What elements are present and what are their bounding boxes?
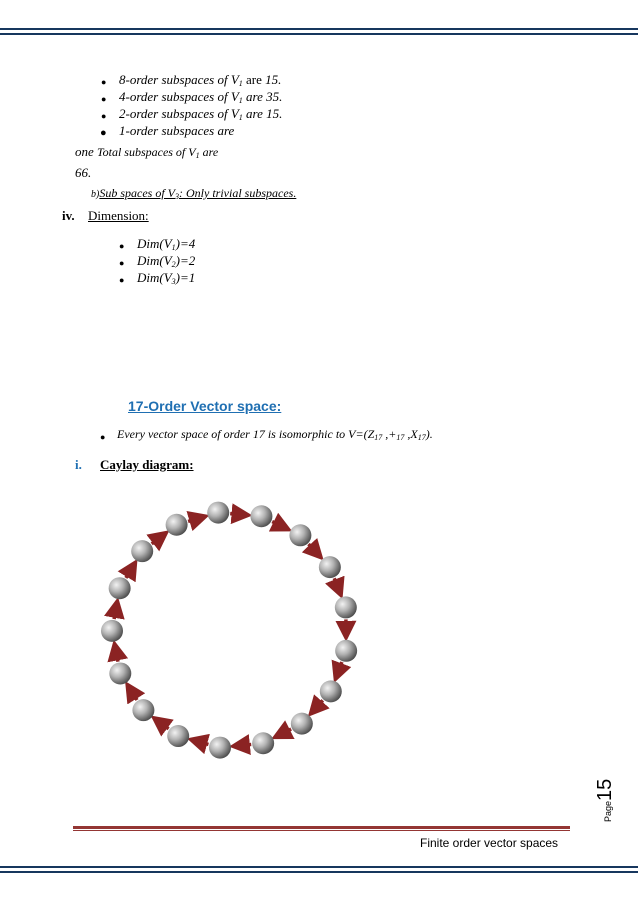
diagram-node (209, 737, 231, 759)
diagram-arrow (188, 517, 203, 521)
subspaces-v3-line: b)Sub spaces of $V_3$: Only trivial subspaces. (91, 186, 297, 201)
total-subspaces-value: 66. (75, 165, 92, 180)
cayley-title: Caylay diagram: (100, 457, 194, 472)
footer-rule-thin (73, 830, 570, 831)
list-item: 4-order subspaces of $V_1$ are 35. (119, 89, 283, 105)
diagram-arrow (126, 565, 134, 578)
footer-rule-bottom (0, 871, 638, 873)
diagram-node (101, 620, 123, 642)
list-item: $Dim(V_3)=1$ (137, 270, 196, 286)
diagram-arrow (115, 647, 118, 662)
diagram-node (320, 680, 342, 702)
header-rule-top (0, 28, 638, 30)
list-item: $Dim(V_1)=4$ (137, 236, 196, 252)
diagram-node (289, 524, 311, 546)
list-item: 8-order subspaces of $V_1$ are 15. (119, 72, 282, 88)
list-item: $Dim(V_2)=2$ (137, 253, 196, 269)
diagram-node (335, 640, 357, 662)
bullet-icon: ● (101, 94, 107, 104)
diagram-node (319, 556, 341, 578)
diagram-arrow (277, 729, 291, 736)
header-rule-bottom (0, 33, 638, 35)
bullet-icon: ● (119, 275, 125, 285)
diagram-node (207, 502, 229, 524)
bullet-icon: ● (101, 111, 107, 121)
footer-rule-top (0, 866, 638, 868)
bullet-icon: ● (100, 127, 107, 139)
diagram-node (166, 514, 188, 536)
list-item: 1-order subspaces are (119, 123, 235, 138)
footer-rule-thick (73, 826, 570, 829)
section-heading: 17-Order Vector space: (128, 398, 282, 414)
diagram-node (167, 725, 189, 747)
bullet-icon: ● (100, 432, 106, 442)
bullet-icon: ● (119, 241, 125, 251)
page-number-label: Page15 (594, 778, 616, 822)
bullet-icon: ● (119, 258, 125, 268)
diagram-arrow (129, 687, 137, 700)
diagram-arrow (236, 744, 251, 746)
diagram-arrow (156, 720, 168, 729)
list-item: 2-order subspaces of $V_1$ are 15. (119, 106, 283, 122)
diagram-arrow (313, 700, 323, 711)
diagram-arrow (272, 522, 286, 529)
diagram-node (131, 540, 153, 562)
diagram-node (335, 596, 357, 618)
diagram-arrow (194, 740, 209, 744)
bullet-icon: ● (101, 77, 107, 87)
diagram-arrow (336, 662, 341, 676)
isomorphic-statement: Every vector space of order 17 is isomorphic to $V=(Z_{17}$ $,+_{17}$ $,X_{17}$). (117, 427, 433, 442)
diagram-node (109, 577, 131, 599)
cayley-diagram (90, 495, 380, 760)
diagram-arrow (152, 535, 164, 544)
diagram-node (250, 505, 272, 527)
diagram-node (291, 713, 313, 735)
dimension-title: Dimension: (88, 208, 149, 223)
diagram-node (109, 662, 131, 684)
diagram-arrow (230, 514, 245, 515)
diagram-arrow (309, 544, 319, 555)
diagram-node (252, 732, 274, 754)
footer-title: Finite order vector spaces (420, 836, 559, 850)
diagram-arrow (334, 578, 340, 592)
section-numeral: i. (75, 457, 82, 472)
diagram-arrow (114, 604, 117, 619)
total-subspaces-line: one Total subspaces of $V_1$ are (75, 144, 219, 160)
section-numeral: iv. (62, 208, 75, 223)
diagram-node (132, 699, 154, 721)
